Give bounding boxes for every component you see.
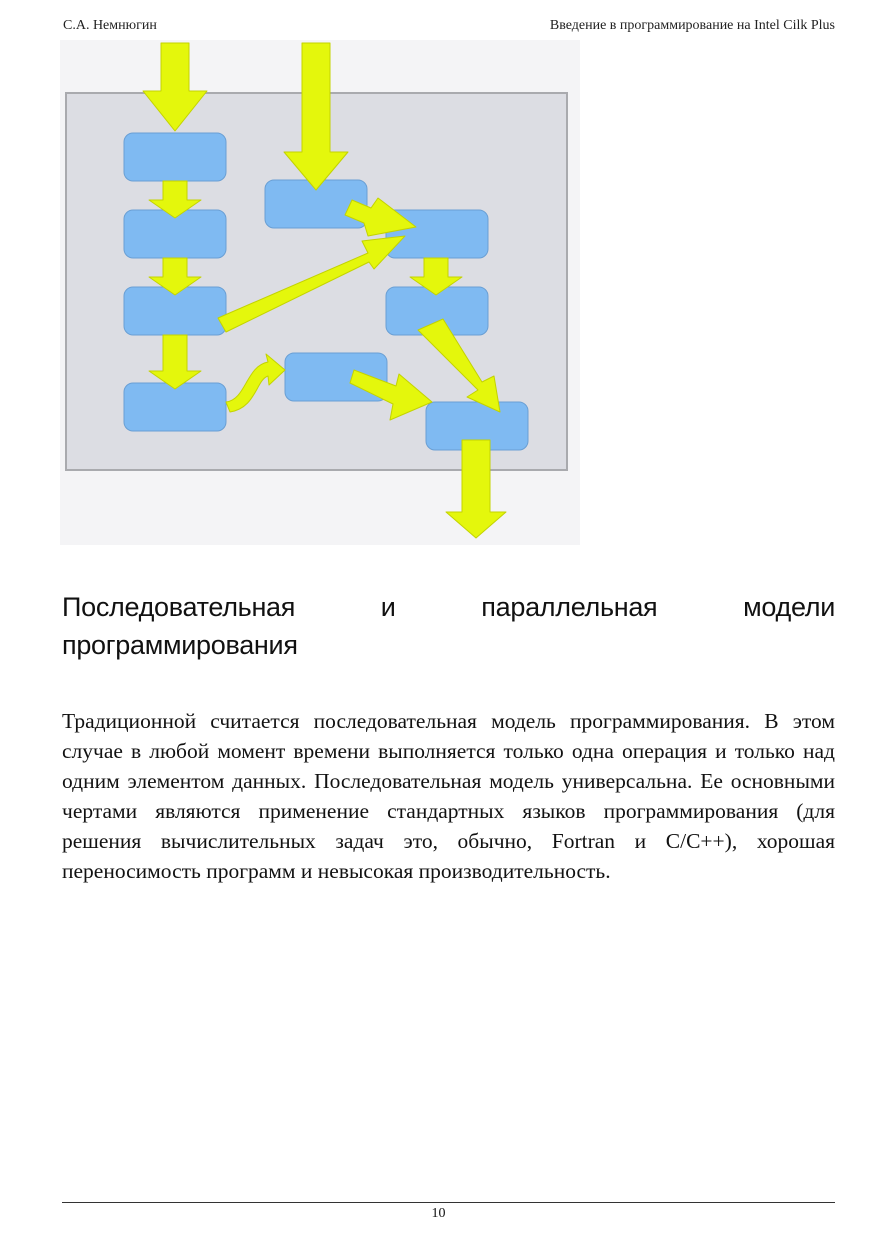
- box-col1-4: [124, 383, 226, 431]
- header-author: С.А. Немнюгин: [63, 18, 157, 33]
- body-paragraph: Традиционной считается последовательная модель программирования. В этом случае в любой момент времени выполняется только одна операция и только над одним элементом данных. Последовательная модель универсальна. Ее основными чертами являются применение стандартных языков программирования (для решения вычислительных задач это, обычно, Fortran и C/C++), хорошая переносимость программ и невысокая производительность.: [62, 709, 835, 883]
- section-title: Последовательная и параллельная модели программирования: [62, 592, 835, 660]
- header-title: Введение в программирование на Intel Cilk Plus: [549, 18, 835, 33]
- page-number: 10: [431, 1206, 446, 1221]
- box-col1-1: [124, 133, 226, 181]
- footer-divider: [62, 1202, 835, 1203]
- flow-diagram: [60, 40, 580, 545]
